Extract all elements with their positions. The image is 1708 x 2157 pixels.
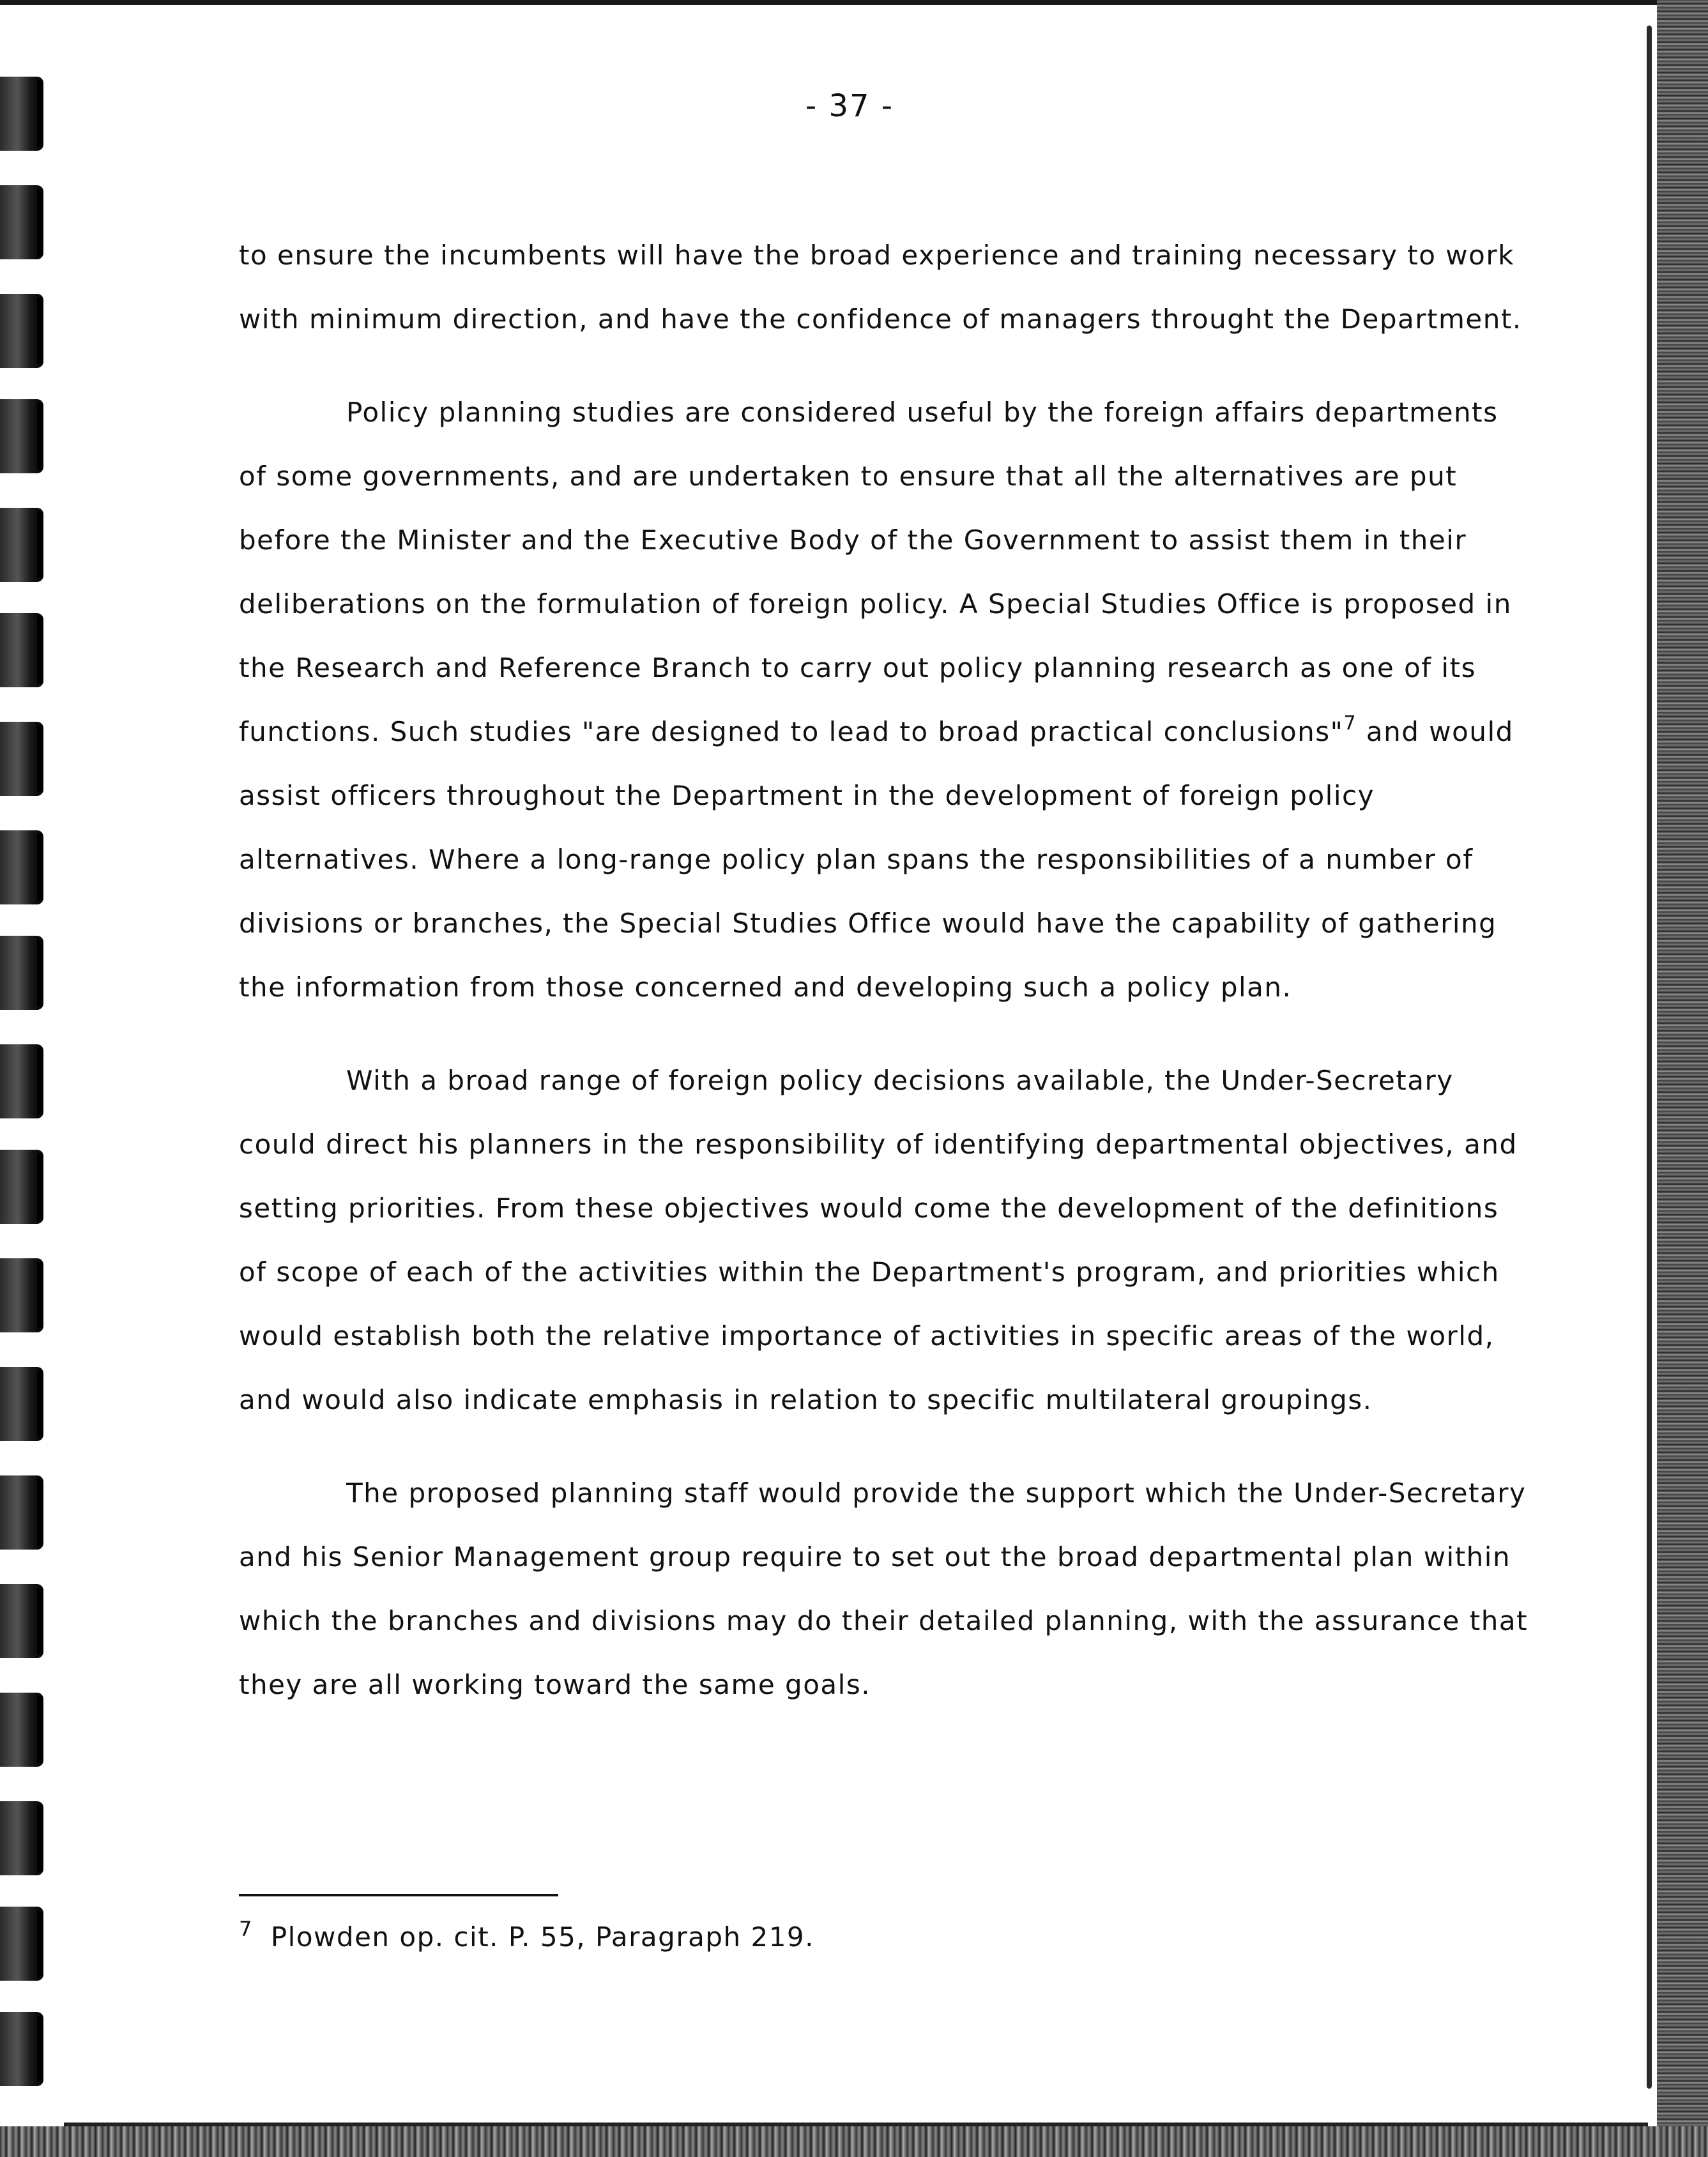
footnote-divider xyxy=(239,1894,558,1896)
paragraph: to ensure the incumbents will have the broad experience and training necessary to work with minimum direction, and have the confidence of managers throught the Department. xyxy=(239,240,1522,335)
binding-ring xyxy=(0,1693,43,1767)
binding-ring xyxy=(0,1801,43,1875)
paragraph-text: Policy planning studies are considered useful by the foreign affairs departments of some governments, and are undertaken to ensure that all the alternatives are put before the Minister and the Executive Body of the Government to assist them in their deliberations on the formulation of foreign policy. A Special Studies Office is proposed in the Research and Reference Branch to carry out policy planning research as one of its functions. Such studies "are designed to lead to broad practical conclusions" xyxy=(239,397,1512,747)
footnote xyxy=(239,1910,1261,1956)
binding-ring xyxy=(0,1907,43,1981)
page-right-edge xyxy=(1657,0,1708,2157)
binding-ring xyxy=(0,185,43,259)
body-text xyxy=(239,224,1529,1746)
binding-ring xyxy=(0,1367,43,1441)
footnote-reference: 7 xyxy=(1343,712,1357,735)
page-bottom-edge xyxy=(0,2126,1708,2157)
binding-ring xyxy=(0,508,43,582)
paragraph: With a broad range of foreign policy decisions available, the Under-Secretary could direct his planners in the responsibility of identifying departmental objectives, and setting priorities. From these objectives would come the development of the definitions of scope of each of the activities within the Department's program, and priorities which would establish both the relative importance of activities in specific areas of the world, and would also indicate emphasis in relation to specific multilateral groupings. xyxy=(239,1065,1518,1415)
binding-ring xyxy=(0,1150,43,1224)
binding-ring xyxy=(0,294,43,368)
paragraph: The proposed planning staff would provide the support which the Under-Secretary and his Senior Management group require to set out the broad departmental plan within which the branches and divisions may do their detailed planning, with the assurance that they are all working toward the same goals. xyxy=(239,1477,1529,1700)
paragraph xyxy=(239,381,1529,1019)
footnote-text: Plowden op. cit. P. 55, Paragraph 219. xyxy=(270,1921,814,1953)
paragraph-text: and would assist officers throughout the Department in the development of foreign policy alternatives. Where a long-range policy plan spans the responsibilities of a number of divisions or branches, the Special Studies Office would have the capability of gathering the information from those concerned and developing such a policy plan. xyxy=(239,716,1514,1003)
page-fold-shadow xyxy=(1647,26,1652,2089)
binding-strip xyxy=(0,0,51,2157)
page-top-edge xyxy=(0,0,1661,5)
page-number: - 37 - xyxy=(805,88,894,124)
binding-ring xyxy=(0,2012,43,2086)
binding-ring xyxy=(0,1584,43,1658)
footnote-marker: 7 xyxy=(239,1917,253,1941)
binding-ring xyxy=(0,613,43,687)
binding-ring xyxy=(0,722,43,796)
binding-ring xyxy=(0,936,43,1010)
binding-ring xyxy=(0,1475,43,1550)
binding-ring xyxy=(0,1044,43,1118)
binding-ring xyxy=(0,399,43,473)
binding-ring xyxy=(0,830,43,904)
binding-ring xyxy=(0,77,43,151)
binding-ring xyxy=(0,1258,43,1332)
